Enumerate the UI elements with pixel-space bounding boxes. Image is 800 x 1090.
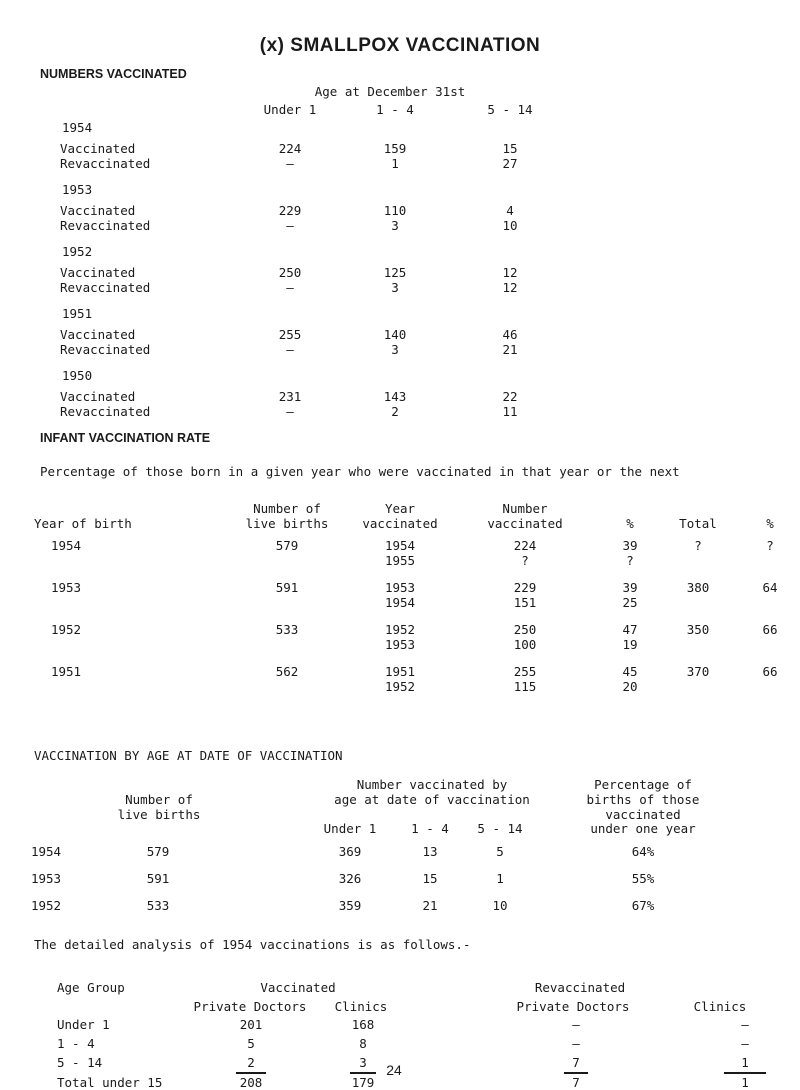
table-cell: 7 xyxy=(572,1055,580,1070)
header-revacc-private-doctors: Private Doctors xyxy=(516,999,630,1014)
live-births: 533 xyxy=(146,898,170,913)
total-rule xyxy=(350,1072,376,1074)
table-cell: 11 xyxy=(502,404,518,419)
header-number-vaccinated-1: Number xyxy=(502,501,548,516)
year-vaccinated: 1952 xyxy=(384,622,416,637)
row-label: Revaccinated xyxy=(60,404,151,419)
percent-vaccinated: 45 xyxy=(622,664,638,679)
row-year: 1954 xyxy=(30,844,62,859)
header-percentage-2: births of those xyxy=(586,792,700,807)
total-cell: 179 xyxy=(351,1075,375,1090)
table-cell: 3 xyxy=(359,1055,367,1070)
table-cell: 13 xyxy=(422,844,438,859)
table-cell: – xyxy=(572,1017,580,1032)
year-vaccinated: 1954 xyxy=(384,538,416,553)
table-cell: 21 xyxy=(422,898,438,913)
live-births: 591 xyxy=(146,871,170,886)
percent-under-one: 55% xyxy=(631,871,655,886)
table-cell: 326 xyxy=(338,871,362,886)
table-cell: 8 xyxy=(359,1036,367,1051)
table-cell: 1 xyxy=(391,156,399,171)
table-cell: 224 xyxy=(278,141,302,156)
percent-vaccinated: 19 xyxy=(622,637,638,652)
total-cell: 1 xyxy=(741,1075,749,1090)
table-cell: 3 xyxy=(391,218,399,233)
number-vaccinated: 151 xyxy=(513,595,537,610)
number-vaccinated: ? xyxy=(521,553,529,568)
year-label: 1954 xyxy=(62,120,93,135)
table-cell: 2 xyxy=(391,404,399,419)
age-group: 1 - 4 xyxy=(57,1036,95,1051)
header-percentage-4: under one year xyxy=(590,821,696,836)
table-cell: 125 xyxy=(383,265,407,280)
number-vaccinated: 224 xyxy=(513,538,537,553)
age-group: Under 1 xyxy=(57,1017,110,1032)
total-percent: 64 xyxy=(762,580,778,595)
table-cell: – xyxy=(286,218,294,233)
table-cell: 10 xyxy=(502,218,518,233)
header-total-percent: % xyxy=(766,516,774,531)
table-cell: 22 xyxy=(502,389,518,404)
page-number: 24 xyxy=(386,1062,402,1078)
table-cell: 15 xyxy=(502,141,518,156)
row-year: 1952 xyxy=(30,898,62,913)
header-percentage-3: vaccinated xyxy=(605,807,681,822)
table-cell: 5 xyxy=(247,1036,255,1051)
year-vaccinated: 1953 xyxy=(384,637,416,652)
percent-vaccinated: 20 xyxy=(622,679,638,694)
live-births: 562 xyxy=(275,664,299,679)
table-cell: 229 xyxy=(278,203,302,218)
table-cell: 255 xyxy=(278,327,302,342)
total-percent: ? xyxy=(766,538,774,553)
row-label: Vaccinated xyxy=(60,327,136,342)
percent-vaccinated: ? xyxy=(626,553,634,568)
table-cell: – xyxy=(286,342,294,357)
percent-vaccinated: 39 xyxy=(622,538,638,553)
infant-rate-description: Percentage of those born in a given year who were vaccinated in that year or the next xyxy=(40,464,680,479)
header-av-births-2: live births xyxy=(117,807,201,822)
header-number-vaccinated-2: vaccinated xyxy=(487,516,563,531)
table-cell: – xyxy=(286,404,294,419)
total-cell: 208 xyxy=(239,1075,263,1090)
live-births: 591 xyxy=(275,580,299,595)
total-label: Total under 15 xyxy=(57,1075,163,1090)
table-cell: 159 xyxy=(383,141,407,156)
page-title: (x) SMALLPOX VACCINATION xyxy=(259,35,541,56)
header-av-5-14: 5 - 14 xyxy=(477,821,523,836)
year-label: 1951 xyxy=(62,306,93,321)
percent-vaccinated: 39 xyxy=(622,580,638,595)
header-revacc-clinics: Clinics xyxy=(693,999,747,1014)
row-label: Revaccinated xyxy=(60,218,151,233)
table-cell: 5 xyxy=(496,844,504,859)
row-label: Revaccinated xyxy=(60,342,151,357)
percent-vaccinated: 47 xyxy=(622,622,638,637)
header-year-vaccinated-1: Year xyxy=(384,501,416,516)
table-cell: 1 xyxy=(741,1055,749,1070)
table-cell: – xyxy=(741,1036,749,1051)
header-total: Total xyxy=(679,516,717,531)
table-cell: 110 xyxy=(383,203,407,218)
header-percentage-1: Percentage of xyxy=(594,777,692,792)
year-label: 1953 xyxy=(62,182,93,197)
birth-year: 1953 xyxy=(50,580,82,595)
live-births: 579 xyxy=(146,844,170,859)
row-label: Revaccinated xyxy=(60,280,151,295)
table-cell: 12 xyxy=(502,265,518,280)
age-heading: Age at December 31st xyxy=(314,84,466,99)
header-av-births-1: Number of xyxy=(125,792,193,807)
total-vaccinated: 370 xyxy=(686,664,710,679)
year-vaccinated: 1951 xyxy=(384,664,416,679)
table-cell: 12 xyxy=(502,280,518,295)
table-cell: 46 xyxy=(502,327,518,342)
birth-year: 1954 xyxy=(50,538,82,553)
row-label: Vaccinated xyxy=(60,265,136,280)
row-label: Vaccinated xyxy=(60,203,136,218)
header-live-births-2: live births xyxy=(245,516,329,531)
table-cell: – xyxy=(286,280,294,295)
year-label: 1950 xyxy=(62,368,93,383)
col-header-5-14: 5 - 14 xyxy=(487,102,533,117)
section-heading-age-at-vaccination: VACCINATION BY AGE AT DATE OF VACCINATION xyxy=(34,748,343,763)
percent-vaccinated: 25 xyxy=(622,595,638,610)
row-year: 1953 xyxy=(30,871,62,886)
total-rule xyxy=(564,1072,588,1074)
row-label: Vaccinated xyxy=(60,141,136,156)
row-label: Vaccinated xyxy=(60,389,136,404)
birth-year: 1952 xyxy=(50,622,82,637)
table-cell: 250 xyxy=(278,265,302,280)
header-av-1-4: 1 - 4 xyxy=(411,821,449,836)
table-cell: 359 xyxy=(338,898,362,913)
table-cell: 3 xyxy=(391,280,399,295)
header-number-vaccinated-by-1: Number vaccinated by xyxy=(356,777,508,792)
header-vaccinated: Vaccinated xyxy=(260,980,336,995)
year-vaccinated: 1953 xyxy=(384,580,416,595)
section-heading-infant-rate: INFANT VACCINATION RATE xyxy=(40,431,211,445)
total-percent: 66 xyxy=(762,622,778,637)
header-vacc-private-doctors: Private Doctors xyxy=(193,999,307,1014)
table-cell: 143 xyxy=(383,389,407,404)
total-vaccinated: 350 xyxy=(686,622,710,637)
table-cell: 231 xyxy=(278,389,302,404)
header-age-group: Age Group xyxy=(57,980,125,995)
table-cell: 15 xyxy=(422,871,438,886)
section-heading-numbers-vaccinated: NUMBERS VACCINATED xyxy=(40,67,187,81)
number-vaccinated: 250 xyxy=(513,622,537,637)
header-live-births-1: Number of xyxy=(253,501,321,516)
year-vaccinated: 1955 xyxy=(384,553,416,568)
percent-under-one: 64% xyxy=(631,844,655,859)
table-cell: 4 xyxy=(506,203,514,218)
total-vaccinated: 380 xyxy=(686,580,710,595)
analysis-intro: The detailed analysis of 1954 vaccinations is as follows.- xyxy=(34,937,471,952)
year-vaccinated: 1952 xyxy=(384,679,416,694)
table-cell: 21 xyxy=(502,342,518,357)
year-vaccinated: 1954 xyxy=(384,595,416,610)
table-cell: 10 xyxy=(492,898,508,913)
live-births: 579 xyxy=(275,538,299,553)
live-births: 533 xyxy=(275,622,299,637)
table-cell: 140 xyxy=(383,327,407,342)
total-rule xyxy=(724,1072,766,1074)
header-year-vaccinated-2: vaccinated xyxy=(362,516,438,531)
number-vaccinated: 115 xyxy=(513,679,537,694)
header-number-vaccinated-by-2: age at date of vaccination xyxy=(334,792,530,807)
table-cell: 168 xyxy=(351,1017,375,1032)
table-cell: – xyxy=(572,1036,580,1051)
percent-under-one: 67% xyxy=(631,898,655,913)
header-vacc-clinics: Clinics xyxy=(334,999,388,1014)
table-cell: 3 xyxy=(391,342,399,357)
header-year-of-birth: Year of birth xyxy=(34,516,132,531)
year-label: 1952 xyxy=(62,244,93,259)
table-cell: 201 xyxy=(239,1017,263,1032)
col-header-1-4: 1 - 4 xyxy=(376,102,414,117)
number-vaccinated: 255 xyxy=(513,664,537,679)
table-cell: 27 xyxy=(502,156,518,171)
table-cell: – xyxy=(741,1017,749,1032)
total-percent: 66 xyxy=(762,664,778,679)
total-rule xyxy=(236,1072,266,1074)
total-vaccinated: ? xyxy=(694,538,702,553)
header-percent: % xyxy=(626,516,634,531)
number-vaccinated: 229 xyxy=(513,580,537,595)
table-cell: – xyxy=(286,156,294,171)
col-header-under-1: Under 1 xyxy=(263,102,317,117)
table-cell: 369 xyxy=(338,844,362,859)
header-revaccinated: Revaccinated xyxy=(534,980,626,995)
number-vaccinated: 100 xyxy=(513,637,537,652)
birth-year: 1951 xyxy=(50,664,82,679)
age-group: 5 - 14 xyxy=(57,1055,103,1070)
table-cell: 1 xyxy=(496,871,504,886)
row-label: Revaccinated xyxy=(60,156,151,171)
total-cell: 7 xyxy=(572,1075,580,1090)
table-cell: 2 xyxy=(247,1055,255,1070)
header-av-under-1: Under 1 xyxy=(323,821,377,836)
